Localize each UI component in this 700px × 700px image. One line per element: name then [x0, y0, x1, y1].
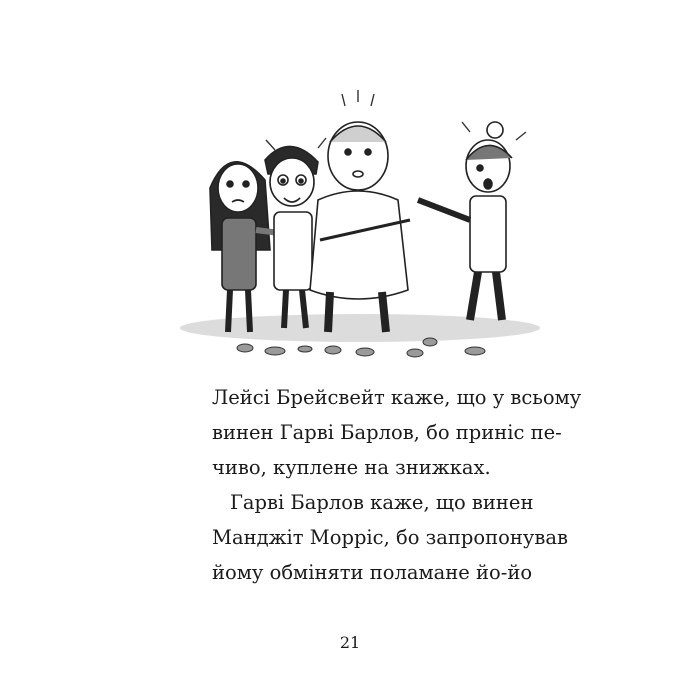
illustration-children-arguing: [170, 70, 550, 370]
illustration-drawing: [170, 70, 550, 370]
body-line: Гарві Барлов каже, що винен: [230, 491, 534, 514]
boy-middle-left: [265, 146, 318, 328]
girl-right: [418, 122, 512, 320]
body-line: Лейсі Брейсвейт каже, що у всьому: [212, 386, 582, 409]
body-line: чиво, куплене на знижках.: [212, 456, 491, 479]
body-line: винен Гарві Барлов, бо приніс пе-: [212, 421, 562, 444]
floor-shadow: [180, 314, 540, 342]
body-line: Манджіт Морріс, бо запропонував: [212, 526, 568, 549]
body-line: йому обміняти поламане йо-йо: [212, 561, 533, 584]
boy-center: [310, 122, 410, 332]
page-number: 21: [339, 633, 361, 652]
body-text: [212, 380, 582, 590]
